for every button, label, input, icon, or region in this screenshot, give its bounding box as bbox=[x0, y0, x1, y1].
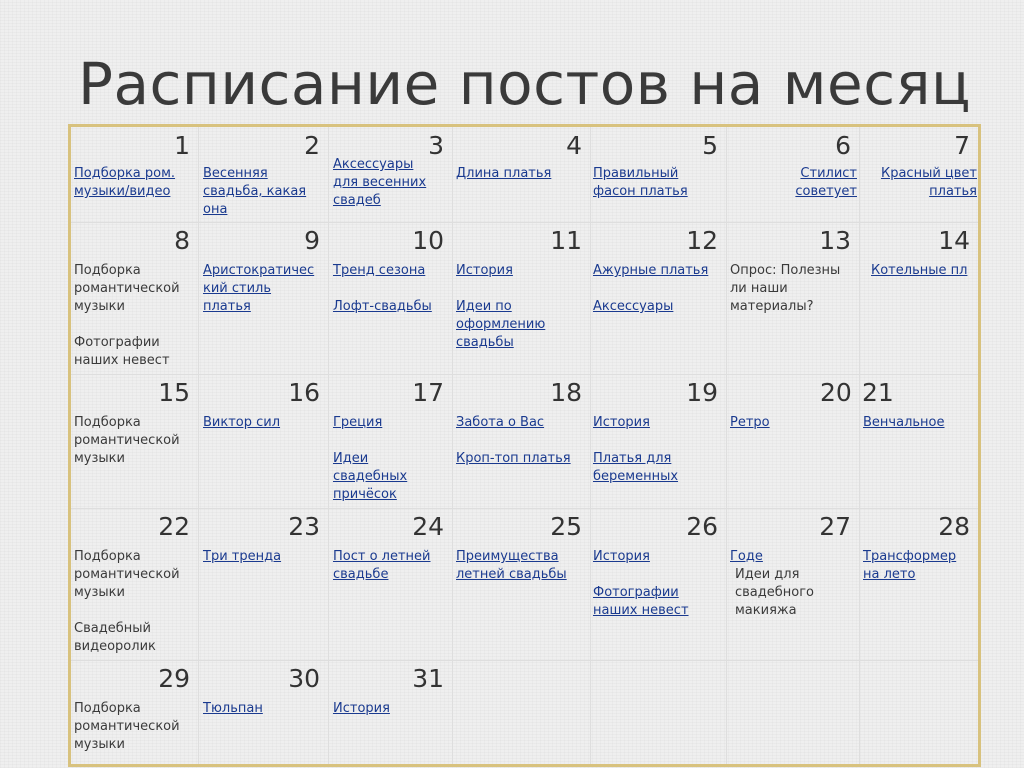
post-line: видеоролик bbox=[74, 639, 156, 654]
post-link[interactable] bbox=[203, 548, 281, 566]
grid-row-line bbox=[71, 508, 978, 509]
post-line: оформлению bbox=[456, 317, 546, 332]
post-line: наших невест bbox=[593, 603, 689, 618]
day-number: 1 bbox=[174, 131, 190, 160]
post-link[interactable] bbox=[593, 262, 708, 280]
post-line: свадьбы bbox=[456, 335, 514, 350]
post-line: романтической bbox=[74, 719, 180, 734]
day-number: 25 bbox=[550, 512, 582, 541]
post-link[interactable] bbox=[333, 450, 407, 504]
post-line: Подборка bbox=[74, 701, 141, 716]
post-line: летней свадьбы bbox=[456, 567, 567, 582]
grid-row-line bbox=[71, 374, 978, 375]
post-line: Весенняя bbox=[203, 166, 268, 181]
post-link[interactable] bbox=[333, 156, 426, 210]
post-line: Котельные пл bbox=[871, 263, 968, 278]
post-line: свадьбе bbox=[333, 567, 389, 582]
post-line: Ажурные платья bbox=[593, 263, 709, 278]
day-number: 18 bbox=[550, 378, 582, 407]
post-line: Пост о летней bbox=[333, 549, 431, 564]
post-line: Венчальное bbox=[863, 415, 945, 430]
post-line: платья bbox=[929, 184, 977, 199]
post-link[interactable] bbox=[333, 548, 431, 584]
post-line: Преимущества bbox=[456, 549, 559, 564]
post-line: Ретро bbox=[730, 415, 770, 430]
post-line: Фотографии bbox=[74, 335, 160, 350]
post-link[interactable] bbox=[871, 262, 967, 280]
post-line: романтической bbox=[74, 567, 180, 582]
post-line: Кроп-топ платья bbox=[456, 451, 571, 466]
post-line: Фотографии bbox=[593, 585, 679, 600]
post-line: свадебного bbox=[735, 585, 815, 600]
post-line: Подборка ром. bbox=[74, 166, 176, 181]
day-number: 14 bbox=[938, 226, 970, 255]
post-line: музыки bbox=[74, 451, 125, 466]
post-link[interactable] bbox=[730, 548, 763, 566]
post-line: советует bbox=[795, 184, 857, 199]
post-link[interactable] bbox=[593, 414, 650, 432]
post-line: Аристократичес bbox=[203, 263, 315, 278]
day-number: 23 bbox=[288, 512, 320, 541]
post-link[interactable] bbox=[203, 165, 306, 219]
post-line: на лето bbox=[863, 567, 916, 582]
post-text bbox=[735, 566, 814, 620]
post-link[interactable] bbox=[863, 414, 945, 432]
post-line: Подборка bbox=[74, 549, 141, 564]
day-number: 12 bbox=[686, 226, 718, 255]
post-link[interactable] bbox=[863, 548, 956, 584]
post-line: она bbox=[203, 202, 228, 217]
grid-row-line bbox=[71, 660, 978, 661]
post-line: Идеи для bbox=[735, 567, 800, 582]
post-line: Идеи bbox=[333, 451, 369, 466]
post-link[interactable] bbox=[456, 548, 567, 584]
post-link[interactable] bbox=[333, 262, 425, 280]
post-line: Тюльпан bbox=[203, 701, 263, 716]
post-line: романтической bbox=[74, 281, 180, 296]
day-number: 31 bbox=[412, 664, 444, 693]
day-number: 17 bbox=[412, 378, 444, 407]
post-line: наших невест bbox=[74, 353, 170, 368]
post-text bbox=[74, 700, 180, 754]
post-line: Аксессуары bbox=[333, 157, 414, 172]
post-line: Платья для bbox=[593, 451, 672, 466]
day-number: 2 bbox=[304, 131, 320, 160]
post-line: платья bbox=[203, 299, 251, 314]
post-line: Трансформер bbox=[863, 549, 957, 564]
post-line: Три тренда bbox=[203, 549, 282, 564]
post-line: музыки bbox=[74, 585, 125, 600]
post-text bbox=[74, 548, 180, 602]
post-line: Виктор сил bbox=[203, 415, 281, 430]
day-number: 3 bbox=[428, 131, 444, 160]
post-line: Годе bbox=[730, 549, 763, 564]
day-number: 13 bbox=[819, 226, 851, 255]
day-number: 29 bbox=[158, 664, 190, 693]
day-number: 26 bbox=[686, 512, 718, 541]
post-line: История bbox=[333, 701, 390, 716]
post-line: Лофт-свадьбы bbox=[333, 299, 432, 314]
post-line: История bbox=[593, 549, 650, 564]
post-line: Правильный bbox=[593, 166, 679, 181]
day-number: 5 bbox=[702, 131, 718, 160]
day-number: 19 bbox=[686, 378, 718, 407]
post-line: Подборка bbox=[74, 263, 141, 278]
post-link[interactable] bbox=[881, 165, 977, 201]
post-line: История bbox=[456, 263, 513, 278]
post-line: свадебных bbox=[333, 469, 408, 484]
post-line: музыки bbox=[74, 299, 125, 314]
post-line: Свадебный bbox=[74, 621, 151, 636]
post-line: музыки/видео bbox=[74, 184, 171, 199]
post-line: свадьба, какая bbox=[203, 184, 307, 199]
post-line: для весенних bbox=[333, 175, 427, 190]
day-number: 10 bbox=[412, 226, 444, 255]
day-number: 15 bbox=[158, 378, 190, 407]
post-link[interactable] bbox=[456, 414, 544, 432]
post-link[interactable] bbox=[333, 700, 390, 718]
post-text bbox=[74, 262, 180, 316]
day-number: 27 bbox=[819, 512, 851, 541]
post-line: макияжа bbox=[735, 603, 797, 618]
post-line: фасон платья bbox=[593, 184, 688, 199]
post-line: Опрос: Полезны bbox=[730, 263, 841, 278]
post-line: Аксессуары bbox=[593, 299, 674, 314]
post-line: свадеб bbox=[333, 193, 381, 208]
day-number: 20 bbox=[820, 378, 852, 407]
post-link[interactable] bbox=[593, 584, 689, 620]
day-number: 16 bbox=[288, 378, 320, 407]
post-text bbox=[74, 334, 170, 370]
calendar-frame bbox=[68, 124, 981, 767]
post-link[interactable] bbox=[456, 450, 571, 468]
post-line: Длина платья bbox=[456, 166, 552, 181]
page-title: Расписание постов на месяц bbox=[78, 50, 971, 118]
post-line: материалы? bbox=[730, 299, 814, 314]
post-line: романтической bbox=[74, 433, 180, 448]
post-line: беременных bbox=[593, 469, 679, 484]
post-link[interactable] bbox=[593, 548, 650, 566]
post-text bbox=[74, 620, 156, 656]
post-link[interactable] bbox=[74, 165, 175, 201]
post-line: Подборка bbox=[74, 415, 141, 430]
day-number: 4 bbox=[566, 131, 582, 160]
post-link[interactable] bbox=[795, 165, 857, 201]
day-number: 11 bbox=[550, 226, 582, 255]
post-link[interactable] bbox=[203, 700, 263, 718]
post-line: Тренд сезона bbox=[333, 263, 426, 278]
post-link[interactable] bbox=[593, 450, 678, 486]
day-number: 30 bbox=[288, 664, 320, 693]
day-number: 8 bbox=[174, 226, 190, 255]
day-number: 22 bbox=[158, 512, 190, 541]
day-number: 9 bbox=[304, 226, 320, 255]
post-link[interactable] bbox=[456, 165, 551, 183]
post-link[interactable] bbox=[456, 262, 513, 280]
day-number: 6 bbox=[835, 131, 851, 160]
day-number: 21 bbox=[862, 378, 894, 407]
post-line: кий стиль bbox=[203, 281, 272, 296]
post-line: Стилист bbox=[800, 166, 857, 181]
post-line: История bbox=[593, 415, 650, 430]
post-line: Греция bbox=[333, 415, 383, 430]
day-number: 7 bbox=[954, 131, 970, 160]
post-line: Красный цвет bbox=[880, 166, 977, 181]
post-line: причёсок bbox=[333, 487, 397, 502]
day-number: 28 bbox=[938, 512, 970, 541]
post-link[interactable] bbox=[593, 298, 673, 316]
post-link[interactable] bbox=[730, 414, 770, 432]
post-link[interactable] bbox=[203, 262, 314, 316]
post-link[interactable] bbox=[333, 298, 432, 316]
post-line: музыки bbox=[74, 737, 125, 752]
post-link[interactable] bbox=[203, 414, 280, 432]
post-line: Забота о Вас bbox=[456, 415, 545, 430]
post-text bbox=[730, 262, 840, 316]
post-line: Идеи по bbox=[456, 299, 512, 314]
post-line: ли наши bbox=[730, 281, 788, 296]
post-link[interactable] bbox=[456, 298, 545, 352]
grid-row-line bbox=[71, 222, 978, 223]
post-link[interactable] bbox=[593, 165, 688, 201]
post-link[interactable] bbox=[333, 414, 382, 432]
post-text bbox=[74, 414, 180, 468]
day-number: 24 bbox=[412, 512, 444, 541]
